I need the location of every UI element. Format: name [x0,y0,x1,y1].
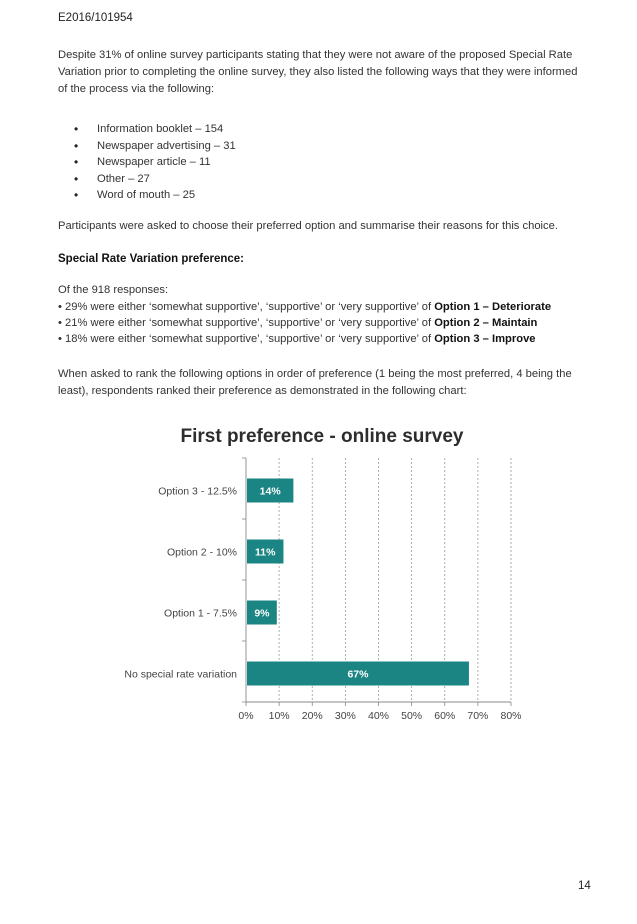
support-line-text: • 29% were either ‘somewhat supportive’, ‘supportive’ or ‘very supportive’ of [58,301,435,313]
document-reference: E2016/101954 [58,12,133,24]
page-number: 14 [578,880,591,892]
category-label: Option 3 - 12.5% [158,485,237,498]
x-tick-label: 20% [301,710,323,722]
category-label: No special rate variation [124,668,237,681]
option-name: Option 2 – Maintain [434,317,538,329]
chart-svg [0,415,637,725]
option-name: Option 1 – Deteriorate [434,301,552,313]
support-line-option-2 [58,315,537,332]
support-line-text: • 18% were either ‘somewhat supportive’, ‘supportive’ or ‘very supportive’ of [58,333,435,345]
option-name: Option 3 – Improve [434,333,536,345]
support-line-text: • 21% were either ‘somewhat supportive’, ‘supportive’ or ‘very supportive’ of [58,317,435,329]
bar-data-label: 67% [347,668,369,681]
x-tick-label: 0% [238,710,254,722]
x-tick-label: 40% [367,710,390,722]
bar-data-label: 11% [255,546,276,559]
support-line-option-1 [58,299,551,316]
x-tick-label: 50% [401,710,423,722]
category-label: Option 2 - 10% [166,546,237,559]
x-tick-label: 80% [500,710,522,722]
x-tick-label: 10% [268,710,290,722]
x-tick-label: 30% [334,710,356,722]
x-tick-label: 70% [467,710,489,722]
list-item: • Other – 27 [74,171,236,188]
ranking-paragraph: When asked to rank the following options in order of preference (1 being the most preferred, 4 being the least), respondents ranked their preference as demonstrated in the following chart: [58,368,572,397]
list-item: • Word of mouth – 25 [74,187,236,204]
list-item: • Newspaper article – 11 [74,154,236,171]
bar-data-label: 9% [254,607,270,620]
bar-data-label: 14% [259,485,281,498]
x-tick-label: 60% [434,710,456,722]
section-heading: Special Rate Variation preference: [58,253,244,265]
choice-paragraph: Participants were asked to choose their preferred option and summarise their reasons for this choice. [58,220,558,232]
responses-intro: Of the 918 responses: [58,284,169,296]
support-line-option-3 [58,331,536,348]
first-preference-chart [0,415,637,725]
intro-paragraph: Despite 31% of online survey participants stating that they were not aware of the proposed Special Rate Variation prior to completing the online survey, they also listed the following ways that they were informed of the process via the following: [58,49,578,95]
list-item: • Newspaper advertising – 31 [74,138,236,155]
list-item: • Information booklet – 154 [74,121,236,138]
chart-title: First preference - online survey [180,426,464,447]
category-label: Option 1 - 7.5% [164,607,237,620]
information-sources-list [74,121,236,204]
